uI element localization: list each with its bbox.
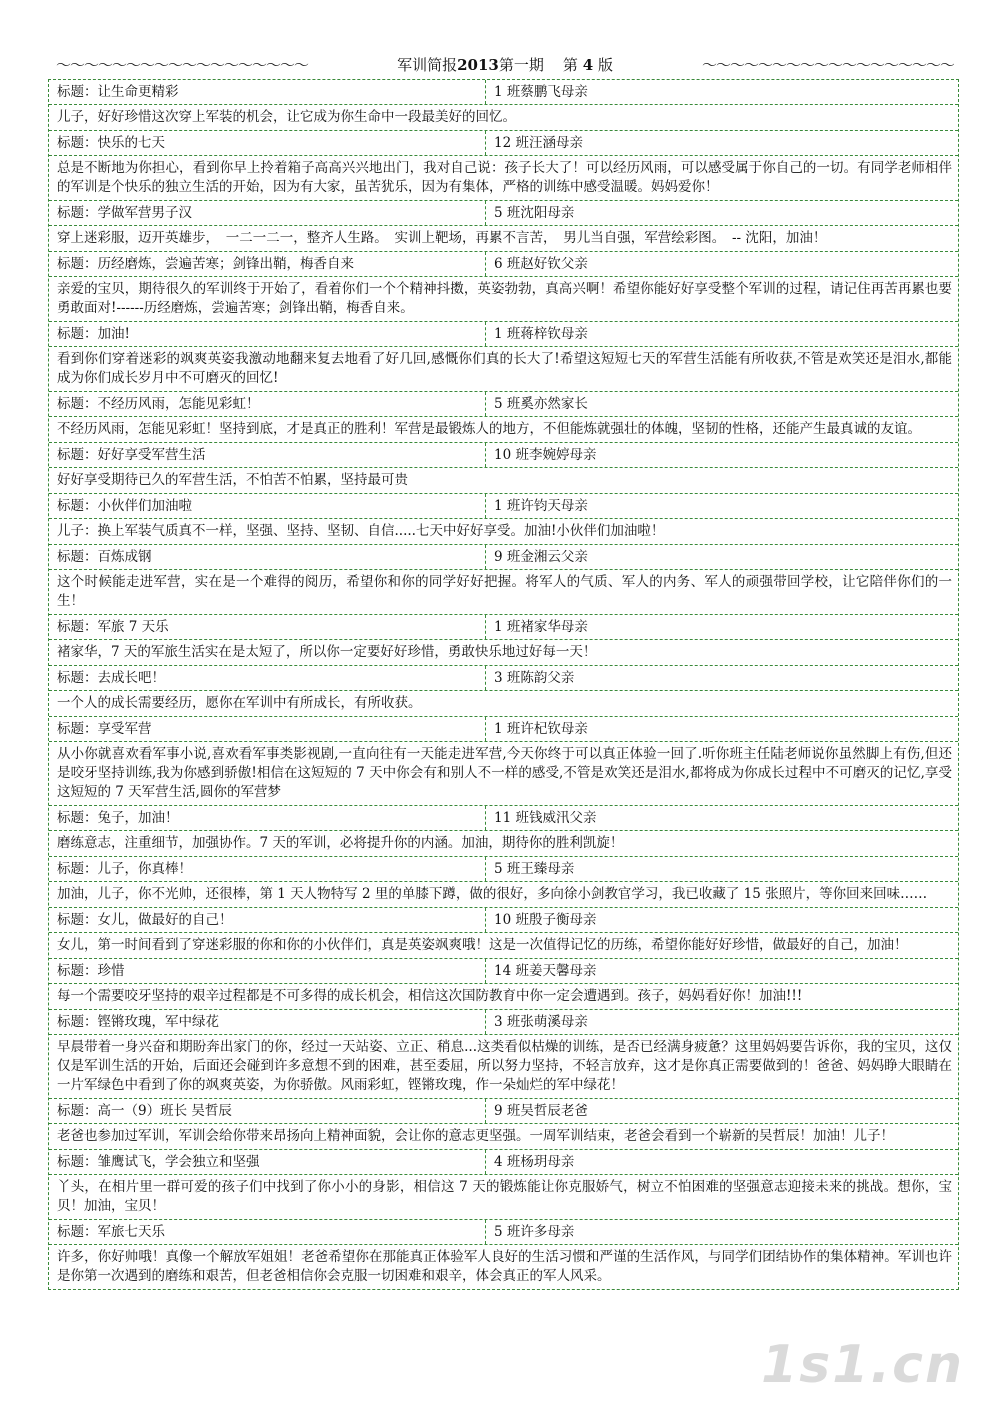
- entry-author: 9 班吴哲辰老爸: [494, 1103, 588, 1119]
- entry-title: 标题：女儿，做最好的自己！: [49, 908, 486, 932]
- entry-title-row: [49, 857, 958, 882]
- entry-title-row: [49, 494, 958, 519]
- entry-title-row: [49, 666, 958, 691]
- entry-title-row: [49, 908, 958, 933]
- entry-author: 4 班杨玥母亲: [494, 1154, 575, 1170]
- entry-author: 5 班沈阳母亲: [494, 205, 575, 221]
- entry-title: 标题：小伙伴们加油啦: [49, 494, 486, 518]
- entry-title: 标题：快乐的七天: [49, 131, 486, 155]
- entry-title: 标题：学做军营男子汉: [49, 201, 486, 225]
- entry-body: 一个人的成长需要经历，愿你在军训中有所成长，有所收获。: [49, 691, 958, 717]
- header-left-wave: ～～～～～～～～～～～～～～～～～～: [56, 55, 309, 74]
- entry-body: 早晨带着一身兴奋和期盼奔出家门的你，经过一天站姿、立正、稍息...这类看似枯燥的训练，是否已经满身疲惫？这里妈妈要告诉你，我的宝贝，这仅仅是军训生活的开始，后面还会碰到许多意想不到的困难，甚至委屈，所以努力坚持，不轻言放弃，这才是你真正需要做到的！爸爸、妈妈睁大眼睛在一片军绿色中看到了你的飒爽英姿，为你骄傲。风雨彩虹，铿锵玫瑰，作一朵灿烂的军中绿花！: [49, 1035, 958, 1099]
- entry-title: 标题：享受军营: [49, 717, 486, 741]
- entry-title: 标题：铿锵玫瑰，军中绿花: [49, 1010, 486, 1034]
- entry-title-row: [49, 1099, 958, 1124]
- entry-title: 标题：让生命更精彩: [49, 80, 486, 104]
- entry-title-row: [49, 1220, 958, 1245]
- entry-title: 标题：去成长吧！: [49, 666, 486, 690]
- entry-author: 3 班张萌溪母亲: [494, 1014, 588, 1030]
- entry-author: 5 班王臻母亲: [494, 861, 575, 877]
- header-issue: 第一期: [498, 55, 544, 74]
- entry-title-row: [49, 131, 958, 156]
- entry-body: 每一个需要咬牙坚持的艰辛过程都是不可多得的成长机会，相信这次国防教育中你一定会遭遇到。孩子，妈妈看好你！加油!!!: [49, 984, 958, 1010]
- entry-body: 从小你就喜欢看军事小说,喜欢看军事类影视剧,一直向往有一天能走进军营,今天你终于可以真正体验一回了.听你班主任陆老师说你虽然脚上有伤,但还是咬牙坚持训练,我为你感到骄傲!相信在这短短的 7 天中你会有和别人不一样的感受,不管是欢笑还是泪水,都将成为你成长过程中不可磨灭的记忆,享受这短短的 7 天军营生活,圆你的军营梦: [49, 742, 958, 806]
- header-year: 2013: [457, 55, 499, 74]
- entry-body: 好好享受期待已久的军营生活，不怕苦不怕累，坚持最可贵: [49, 468, 958, 494]
- entry-title: 标题：不经历风雨，怎能见彩虹！: [49, 392, 486, 416]
- entry-title: 标题：兔子，加油！: [49, 806, 486, 830]
- entry-body: 这个时候能走进军营，实在是一个难得的阅历，希望你和你的同学好好把握。将军人的气质、军人的内务、军人的顽强带回学校，让它陪伴你们的一生！: [49, 570, 958, 615]
- entry-body: 总是不断地为你担心，看到你早上拎着箱子高高兴兴地出门，我对自己说：孩子长大了！可以经历风雨，可以感受属于你自己的一切。有同学老师相伴的军训是个快乐的独立生活的开始，因为有大家，虽苦犹乐，因为有集体，严格的训练中感受温暖。妈妈爱你！: [49, 156, 958, 201]
- entry-body: 穿上迷彩服，迈开英雄步， 一二一二一，整齐人生路。 实训上靶场，再累不言苦， 男儿当自强，军营绘彩图。 -- 沈阳，加油！: [49, 226, 958, 252]
- entry-body: 加油，儿子，你不光帅，还很棒，第 1 天人物特写 2 里的单膝下蹲，做的很好，多向徐小剑教官学习，我已收藏了 15 张照片，等你回来回味……: [49, 882, 958, 908]
- site-watermark: 1s1.cn: [761, 1335, 964, 1395]
- entry-author: 1 班褚家华母亲: [494, 619, 588, 635]
- entry-author: 10 班李婉婷母亲: [494, 447, 597, 463]
- entry-body: 儿子：换上军装气质真不一样，坚强、坚持、坚韧、自信.....七天中好好享受。加油!小伙伴们加油啦！: [49, 519, 958, 545]
- entry-body: 丫头，在相片里一群可爱的孩子们中找到了你小小的身影，相信这 7 天的锻炼能让你克服娇气，树立不怕困难的坚强意志迎接未来的挑战。想你，宝贝！加油，宝贝！: [49, 1175, 958, 1220]
- entry-author: 5 班奚亦然家长: [494, 396, 588, 412]
- entry-title-row: [49, 392, 958, 417]
- entry-author: 3 班陈韵父亲: [494, 670, 575, 686]
- entry-title: 标题：好好享受军营生活: [49, 443, 486, 467]
- entry-author: 14 班姜天馨母亲: [494, 963, 597, 979]
- header-page-suffix: 版: [597, 55, 613, 74]
- entry-author: 1 班许杞钦母亲: [494, 721, 588, 737]
- entry-author: 5 班许多母亲: [494, 1224, 575, 1240]
- header-page-num: 4: [582, 55, 594, 74]
- entry-title: 标题：军旅七天乐: [49, 1220, 486, 1244]
- entry-author: 11 班钱威汛父亲: [494, 810, 597, 826]
- entry-title-row: [49, 1150, 958, 1175]
- header-title: [395, 54, 615, 75]
- entry-author: 10 班殷子衡母亲: [494, 912, 597, 928]
- entry-body: 看到你们穿着迷彩的飒爽英姿我激动地翻来复去地看了好几回,感慨你们真的长大了!希望这短短七天的军营生活能有所收获,不管是欢笑还是泪水,都能成为你们成长岁月中不可磨灭的回忆!: [49, 347, 958, 392]
- entry-title: 标题：珍惜: [49, 959, 486, 983]
- entry-title-row: [49, 201, 958, 226]
- header-page-label: 第: [562, 55, 578, 74]
- entry-title-row: [49, 443, 958, 468]
- entry-author: 1 班蔡鹏飞母亲: [494, 84, 588, 100]
- entry-title: 标题：高一（9）班长 吴哲辰: [49, 1099, 486, 1123]
- entry-title: 标题：军旅 7 天乐: [49, 615, 486, 639]
- entry-title: 标题：百炼成钢: [49, 545, 486, 569]
- entry-author: 6 班赵好钦父亲: [494, 256, 588, 272]
- entry-title-row: [49, 717, 958, 742]
- entry-title-row: [49, 252, 958, 277]
- entry-body: 儿子，好好珍惜这次穿上军装的机会，让它成为你生命中一段最美好的回忆。: [49, 105, 958, 131]
- header-right-wave: ～～～～～～～～～～～～～～～～～～: [702, 55, 954, 74]
- entry-title-row: [49, 545, 958, 570]
- entry-title-row: [49, 959, 958, 984]
- entry-body: 磨练意志，注重细节，加强协作。7 天的军训，必将提升你的内涵。加油，期待你的胜利凯旋！: [49, 831, 958, 857]
- header-title-prefix: 军训简报: [397, 55, 458, 74]
- entry-title: 标题：儿子，你真棒！: [49, 857, 486, 881]
- message-grid: [48, 79, 959, 1290]
- entry-body: 不经历风雨，怎能见彩虹！坚持到底，才是真正的胜利！军营是最锻炼人的地方，不但能炼就强壮的体魄，坚韧的性格，还能产生最真诚的友谊。: [49, 417, 958, 443]
- entry-title-row: [49, 80, 958, 105]
- entry-body: 许多，你好帅哦！真像一个解放军姐姐！老爸希望你在那能真正体验军人良好的生活习惯和严谨的生活作风，与同学们团结协作的集体精神。军训也许是你第一次遇到的磨练和艰苦，但老爸相信你会克服一切困难和艰辛，体会真正的军人风采。: [57, 1249, 952, 1284]
- entry-author: 1 班蒋梓钦母亲: [494, 326, 588, 342]
- entry-author: 9 班金湘云父亲: [494, 549, 588, 565]
- entry-title: 标题：加油!: [49, 322, 486, 346]
- entry-title-row: [49, 615, 958, 640]
- entry-title-row: [49, 806, 958, 831]
- entry-body: 女儿，第一时间看到了穿迷彩服的你和你的小伙伴们，真是英姿飒爽哦！这是一次值得记忆的历练，希望你能好好珍惜，做最好的自己，加油！: [49, 933, 958, 959]
- entry-author: 1 班许钧天母亲: [494, 498, 588, 514]
- entry-author: 12 班汪涵母亲: [494, 135, 583, 151]
- entry-title: 标题：雏鹰试飞，学会独立和坚强: [49, 1150, 486, 1174]
- entry-body: 褚家华，7 天的军旅生活实在是太短了，所以你一定要好好珍惜，勇敢快乐地过好每一天！: [49, 640, 958, 666]
- entry-title-row: [49, 1010, 958, 1035]
- entry-title-row: [49, 322, 958, 347]
- entry-title: 标题：历经磨炼，尝遍苦寒；剑锋出鞘，梅香自来: [49, 252, 486, 276]
- entry-body: 亲爱的宝贝，期待很久的军训终于开始了，看着你们一个个精神抖擞，英姿勃勃，真高兴啊！希望你能好好享受整个军训的过程，请记住再苦再累也要勇敢面对!------历经磨炼，尝遍苦寒；剑锋出鞘，梅香自来。: [49, 277, 958, 322]
- entry-body: 老爸也参加过军训，军训会给你带来昂扬向上精神面貌，会让你的意志更坚强。一周军训结束，老爸会看到一个崭新的吴哲辰！加油！儿子！: [49, 1124, 958, 1150]
- page-header: [56, 52, 954, 76]
